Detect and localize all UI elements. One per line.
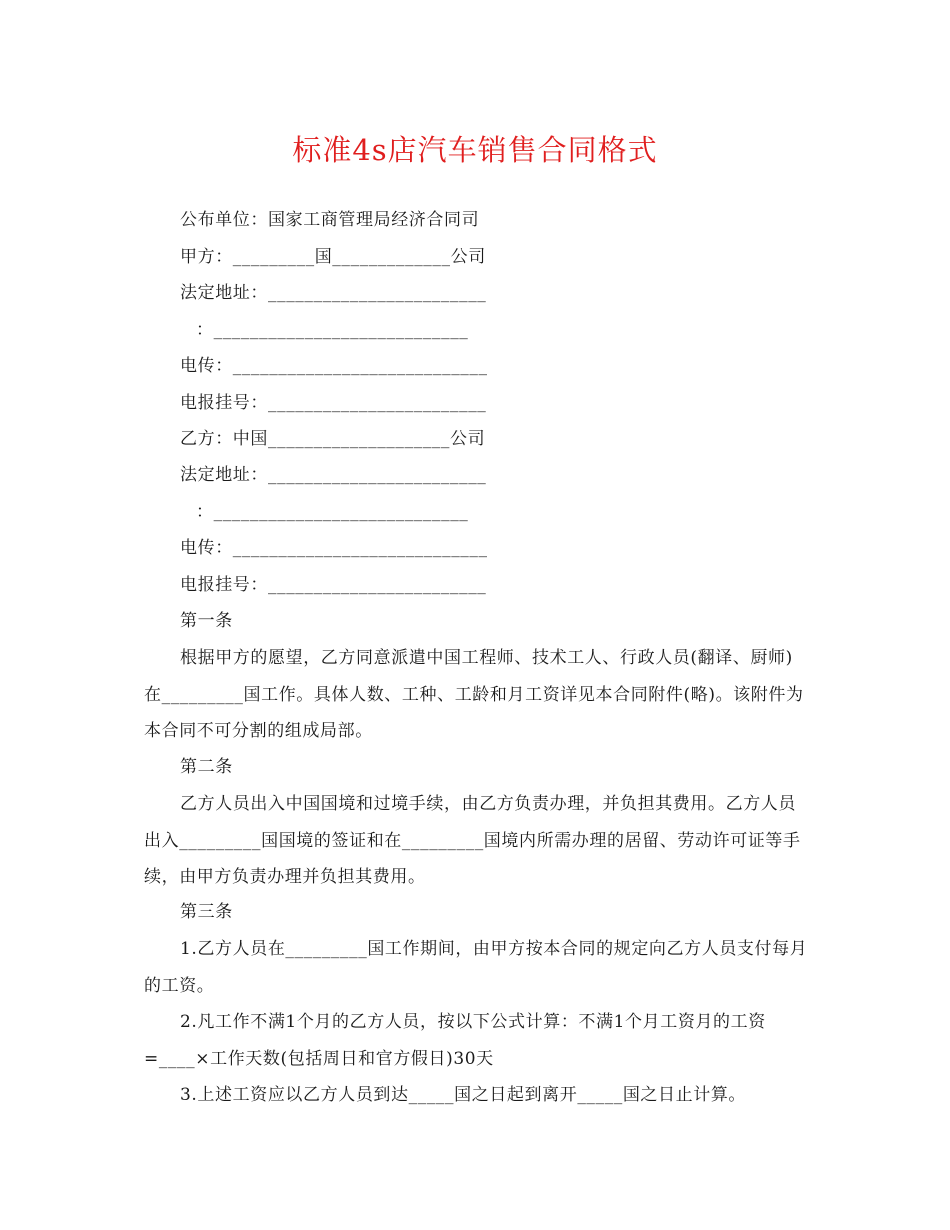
- party-b-line: 乙方：中国____________________公司: [180, 429, 486, 449]
- party-b-blank-line: ：____________________________: [196, 502, 469, 522]
- article-2-text: 乙方人员出入中国国境和过境手续，由乙方负责办理，并负担其费用。乙方人员出入_________国国境的签证和在_________国境内所需办理的居留、劳动许可证等手续，由甲方负责办理并负担其费用。: [144, 794, 801, 887]
- article-2-heading: 第二条: [180, 757, 233, 777]
- article-3-item-2: [144, 1004, 808, 1077]
- party-a-line: 甲方：_________国_____________公司: [180, 247, 486, 267]
- document-title: 标准4s店汽车销售合同格式: [292, 133, 658, 167]
- article-3-item-1: [144, 931, 808, 1004]
- article-3-item-3: [144, 1077, 808, 1114]
- article-2-body: [144, 786, 808, 896]
- article-3-item-2-text: 2.凡工作不满1个月的乙方人员，按以下公式计算：不满1个月工资月的工资=____×工作天数(包括周日和官方假日)30天: [144, 1012, 766, 1069]
- party-b-address-line: 法定地址：________________________: [180, 465, 487, 485]
- party-a-telex-line: 电传：____________________________: [180, 356, 488, 376]
- party-b-cable-line: 电报挂号：________________________: [180, 575, 487, 595]
- party-a-address-line: 法定地址：________________________: [180, 283, 487, 303]
- article-3-item-1-text: 1.乙方人员在_________国工作期间，由甲方按本合同的规定向乙方人员支付每月的工资。: [144, 939, 808, 996]
- party-a-blank-line: ：____________________________: [196, 320, 469, 340]
- article-1-text: 根据甲方的愿望，乙方同意派遣中国工程师、技术工人、行政人员(翻译、厨师)在_________国工作。具体人数、工种、工龄和月工资详见本合同附件(略)。该附件为本合同不可分割的组成局部。: [144, 648, 804, 741]
- article-3-item-3-text: 3.上述工资应以乙方人员到达_____国之日起到离开_____国之日止计算。: [180, 1085, 747, 1105]
- article-3-heading: 第三条: [180, 902, 233, 922]
- article-1-body: [144, 640, 808, 750]
- article-1-heading: 第一条: [180, 611, 233, 631]
- party-b-telex-line: 电传：____________________________: [180, 538, 488, 558]
- publisher-line: 公布单位：国家工商管理局经济合同司: [180, 210, 480, 230]
- party-a-cable-line: 电报挂号：________________________: [180, 393, 487, 413]
